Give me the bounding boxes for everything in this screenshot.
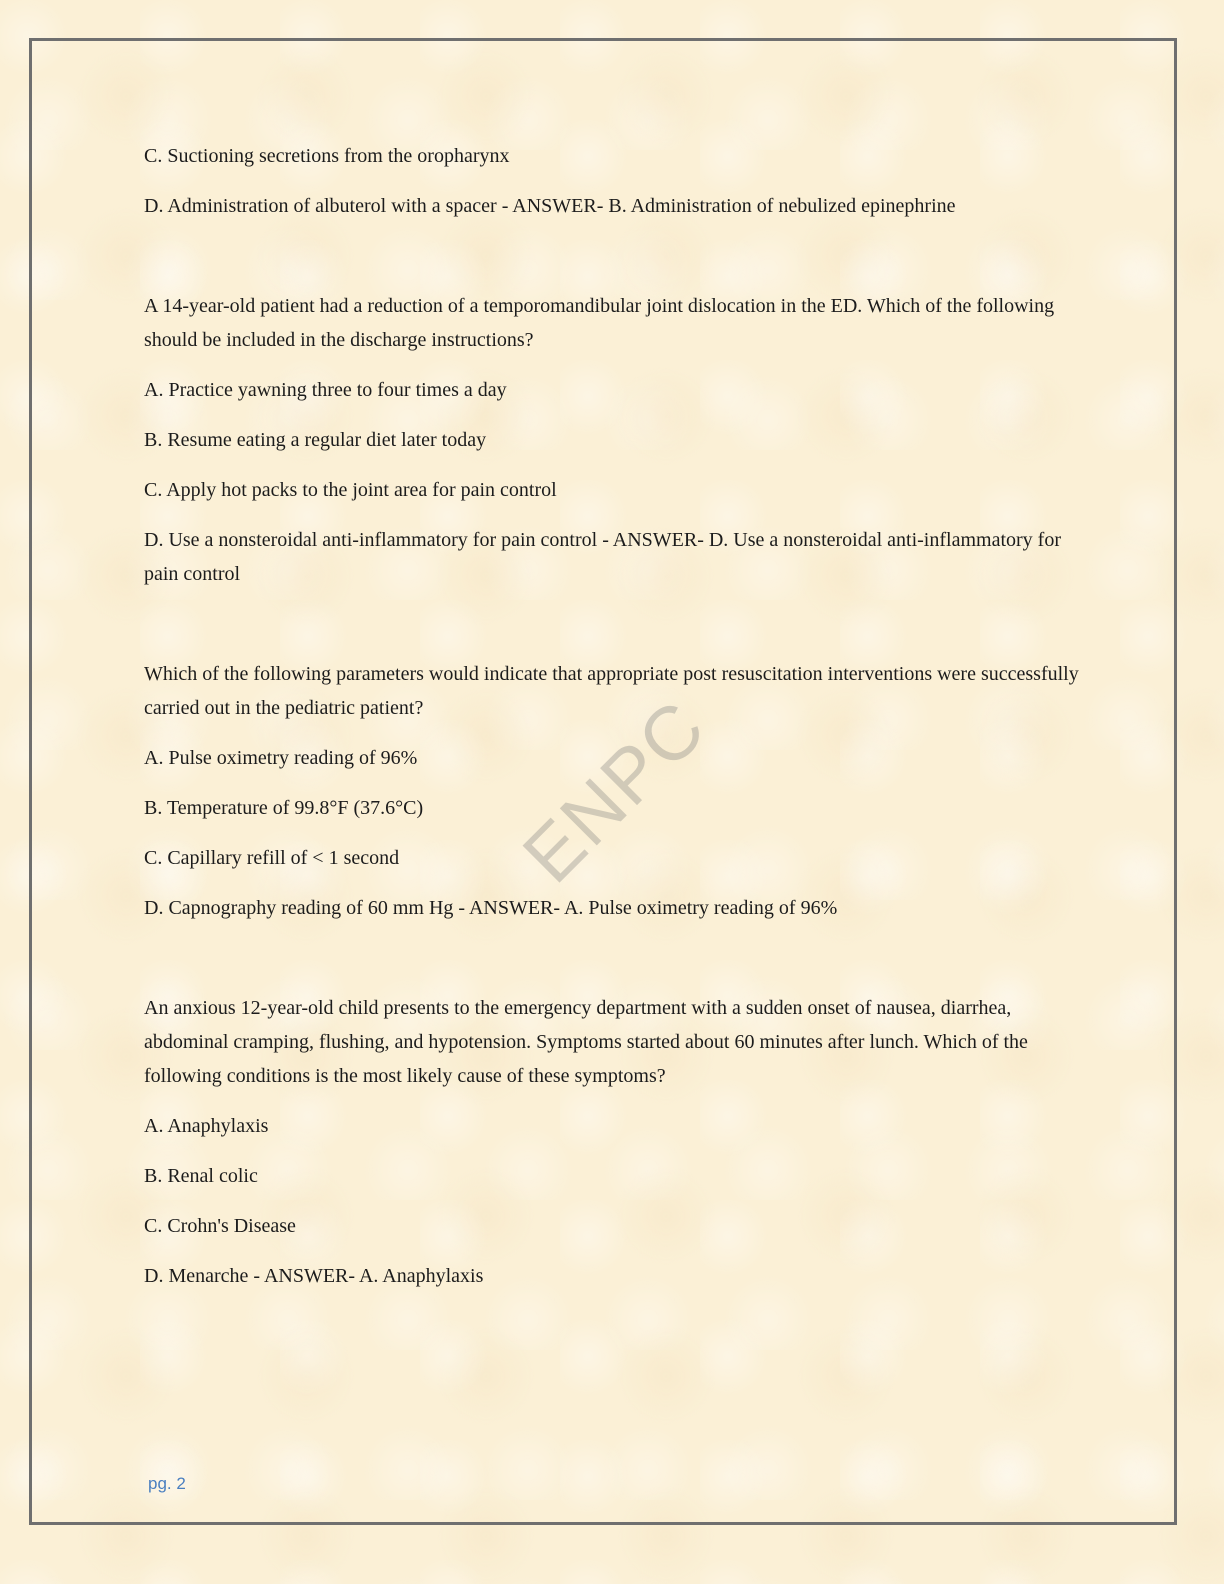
watermark: ENPC	[507, 683, 723, 900]
block-spacer	[144, 941, 1084, 991]
answer-option: D. Administration of albuterol with a spacer - ANSWER- B. Administration of nebulized epinephrine	[144, 195, 956, 217]
question-text: An anxious 12-year-old child presents to the emergency department with a sudden onset of nausea, diarrhea, abdominal cramping, flushing, and hypotension. Symptoms started about 60 minutes after lunch. Which of the following conditions is the most likely cause of these symptoms?	[144, 997, 1028, 1087]
answer-option: A. Practice yawning three to four times a day	[144, 379, 507, 401]
answer-option: D. Use a nonsteroidal anti-inflammatory for pain control - ANSWER- D. Use a nonsteroidal anti-inflammatory for pain control	[144, 529, 1061, 585]
answer-option: A. Anaphylaxis	[144, 1115, 269, 1137]
answer-option: C. Capillary refill of < 1 second	[144, 847, 400, 869]
block-spacer	[144, 607, 1084, 657]
answer-option: D. Menarche - ANSWER- A. Anaphylaxis	[144, 1265, 484, 1287]
answer-option: B. Resume eating a regular diet later today	[144, 429, 487, 451]
answer-option: A. Pulse oximetry reading of 96%	[144, 747, 418, 769]
answer-option: B. Temperature of 99.8°F (37.6°C)	[144, 797, 424, 819]
question-block-continued	[144, 139, 1084, 223]
answer-option: C. Suctioning secretions from the oropharynx	[144, 145, 510, 167]
question-text: Which of the following parameters would indicate that appropriate post resuscitation interventions were successfully carried out in the pediatric patient?	[144, 663, 1079, 719]
question-block-resuscitation	[144, 657, 1084, 925]
page-number: pg. 2	[148, 1474, 186, 1493]
question-text: A 14-year-old patient had a reduction of a temporomandibular joint dislocation in the ED. Which of the following should be included in the discharge instructions?	[144, 295, 1055, 351]
question-block-tmj	[144, 289, 1084, 591]
answer-option: B. Renal colic	[144, 1165, 258, 1187]
question-block-anaphylaxis	[144, 991, 1084, 1293]
document-body	[144, 139, 1084, 1309]
answer-option: C. Crohn's Disease	[144, 1215, 296, 1237]
block-spacer	[144, 239, 1084, 289]
answer-option: D. Capnography reading of 60 mm Hg - ANSWER- A. Pulse oximetry reading of 96%	[144, 897, 838, 919]
answer-option: C. Apply hot packs to the joint area for pain control	[144, 479, 557, 501]
